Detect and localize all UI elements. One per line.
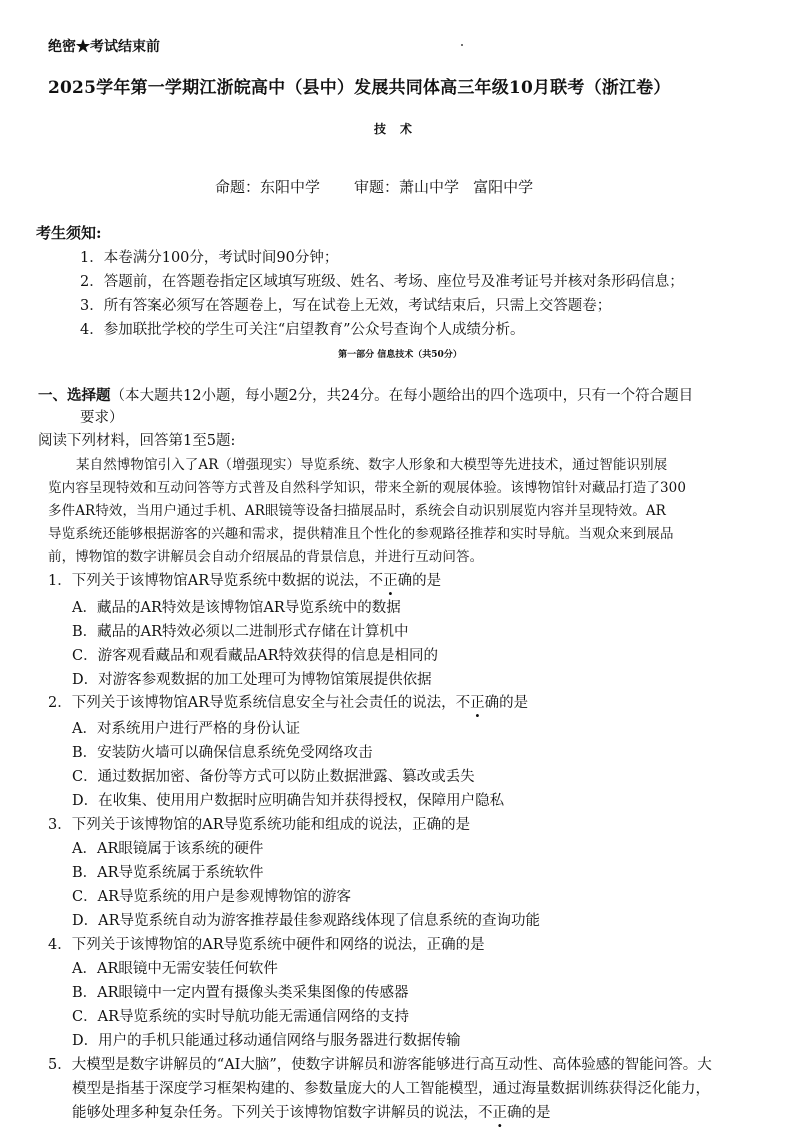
material-line: 前，博物馆的数字讲解员会自动介绍展品的背景信息，并进行互动问答。: [48, 549, 484, 565]
reviewer-school-2: 富阳中学: [473, 178, 534, 196]
stem-text: 的是: [412, 573, 442, 589]
notice-item: 3．所有答案必须写在答题卷上，写在试卷上无效，考试结束后，只需上交答题卷；: [80, 298, 612, 314]
question-3-option-c: C．AR导览系统的用户是参观博物馆的游客: [72, 889, 351, 905]
exam-title: 2025学年第一学期江浙皖高中（县中）发展共同体高三年级10月联考（浙江卷）: [48, 78, 671, 98]
stem-text: 2．下列关于该博物馆AR导览系统信息安全与社会责任的说法，: [48, 695, 456, 711]
question-3-option-d: D．AR导览系统自动为游客推荐最佳参观路线体现了信息系统的查询功能: [72, 913, 541, 929]
notice-title: 考生须知:: [36, 224, 102, 242]
author-school: 东阳中学: [260, 178, 321, 196]
part-title: 第一部分 信息技术（共50分）: [338, 350, 462, 360]
question-4-option-c: C．AR导览系统的实时导航功能无需通信网络的支持: [72, 1009, 409, 1025]
question-2-option-b: B．安装防火墙可以确保信息系统免受网络攻击: [72, 745, 373, 761]
question-1-option-b: B．藏品的AR特效必须以二进制形式存储在计算机中: [72, 624, 409, 640]
stem-emphasis: 不正确: [478, 1105, 522, 1121]
question-1-option-c: C．游客观看藏品和观看藏品AR特效获得的信息是相同的: [72, 648, 438, 664]
stem-emphasis: 不正确: [368, 573, 413, 589]
stem-text: 的是: [499, 695, 529, 711]
section-heading: 一、选择题: [38, 387, 111, 404]
reviewer-label: 审题：: [354, 178, 400, 196]
author-label: 命题：: [215, 178, 261, 196]
question-3-option-a: A．AR眼镜属于该系统的硬件: [72, 841, 264, 857]
question-3-option-b: B．AR导览系统属于系统软件: [72, 865, 264, 881]
confidential-mark: 绝密★考试结束前: [48, 39, 160, 55]
question-2-option-a: A．对系统用户进行严格的身份认证: [72, 721, 300, 737]
question-4-option-a: A．AR眼镜中无需安装任何软件: [72, 961, 278, 977]
question-4-option-b: B．AR眼镜中一定内置有摄像头类采集图像的传感器: [72, 985, 409, 1001]
question-5-stem-cont: [72, 1103, 551, 1123]
section-intro-text: （本大题共12小题，每小题2分，共24分。在每小题给出的四个选项中，只有一个符合题目: [110, 388, 694, 404]
scan-speck: [461, 44, 463, 46]
section-intro: [38, 386, 693, 406]
subject-title: 技术: [373, 122, 426, 136]
reviewer-school-1: 萧山中学: [399, 178, 460, 196]
question-5-stem: 5．大模型是数字讲解员的“AI大脑”，使数字讲解员和游客能够进行高互动性、高体验感的智能问答。大: [48, 1057, 712, 1073]
notice-item: 4．参加联批学校的学生可关注“启望教育”公众号查询个人成绩分析。: [80, 322, 525, 338]
question-1-option-a: A．藏品的AR特效是该博物馆AR导览系统中的数据: [72, 600, 401, 616]
question-1-stem: [48, 571, 441, 591]
question-1-option-d: D．对游客参观数据的加工处理可为博物馆策展提供依据: [72, 672, 432, 688]
question-2-option-d: D．在收集、使用用户数据时应明确告知并获得授权，保障用户隐私: [72, 793, 505, 809]
question-2-stem: [48, 693, 528, 713]
notice-item: 2．答题前，在答题卷指定区域填写班级、姓名、考场、座位号及准考证号并核对条形码信息；: [80, 274, 684, 290]
authors-line: [215, 177, 533, 197]
notice-item: 1．本卷满分100分，考试时间90分钟；: [80, 250, 339, 266]
question-5-stem-cont: 模型是指基于深度学习框架构建的、参数量庞大的人工智能模型，通过海量数据训练获得泛化能力，: [72, 1081, 710, 1097]
stem-text: 能够处理多种复杂任务。下列关于该博物馆数字讲解员的说法，: [72, 1105, 478, 1121]
question-4-stem: 4．下列关于该博物馆的AR导览系统中硬件和网络的说法，正确的是: [48, 937, 485, 953]
section-intro-cont: 要求）: [80, 410, 124, 426]
material-line: 导览系统还能够根据游客的兴趣和需求，提供精准且个性化的参观路径推荐和实时导航。当观众来到展品: [48, 526, 674, 542]
stem-emphasis: 不正确: [455, 695, 500, 711]
reading-instruction: 阅读下列材料，回答第1至5题:: [38, 433, 236, 449]
material-line: 览内容呈现特效和互动问答等方式普及自然科学知识，带来全新的观展体验。该博物馆针对藏品打造了300: [48, 480, 687, 496]
material-line: 某自然博物馆引入了AR（增强现实）导览系统、数字人形象和大模型等先进技术，通过智能识别展: [76, 457, 668, 473]
stem-text: 1．下列关于该博物馆AR导览系统中数据的说法，: [48, 573, 369, 589]
question-3-stem: 3．下列关于该博物馆的AR导览系统功能和组成的说法，正确的是: [48, 817, 471, 833]
question-4-option-d: D．用户的手机只能通过移动通信网络与服务器进行数据传输: [72, 1033, 461, 1049]
stem-text: 的是: [521, 1105, 551, 1121]
material-line: 多件AR特效，当用户通过手机、AR眼镜等设备扫描展品时，系统会自动识别展览内容并呈现特效。AR: [48, 503, 666, 519]
question-2-option-c: C．通过数据加密、备份等方式可以防止数据泄露、篡改或丢失: [72, 769, 475, 785]
